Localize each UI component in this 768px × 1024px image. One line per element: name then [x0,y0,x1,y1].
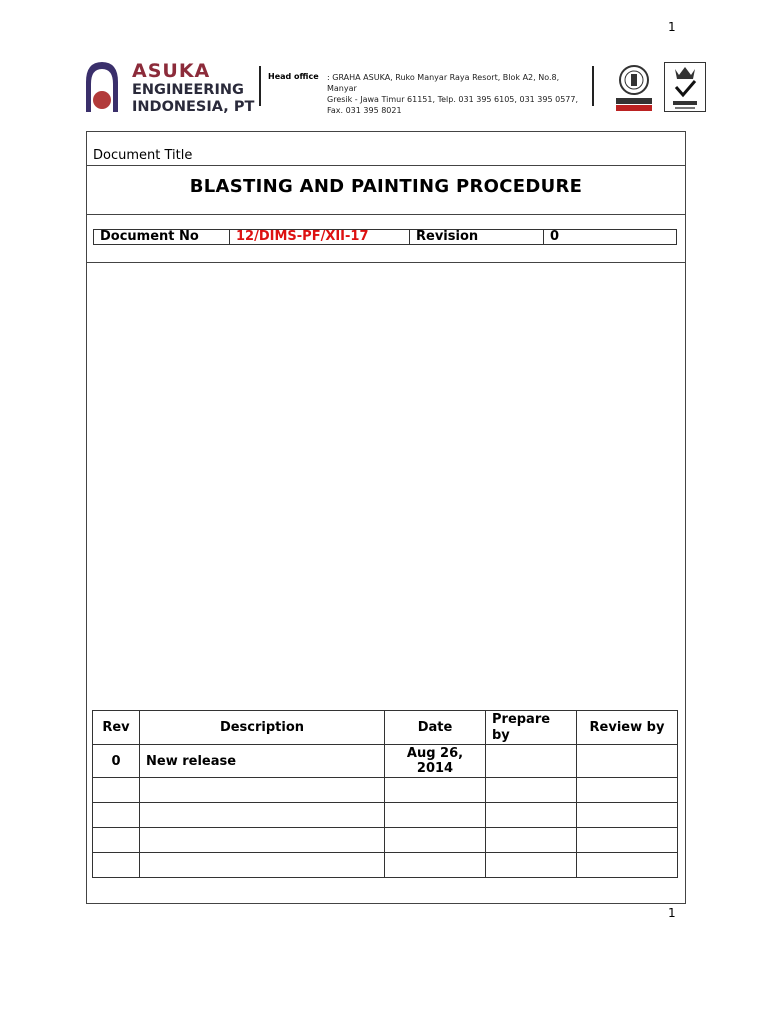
cell-description [140,828,385,853]
brand-indonesia: INDONESIA, PT [132,99,255,115]
cell-date [385,853,486,878]
company-name [132,60,254,116]
bureau-veritas-seal-icon [612,64,656,112]
cell-rev [93,853,140,878]
col-review-by: Review by [577,711,678,745]
col-description: Description [140,711,385,745]
cell-review-by [577,745,678,778]
cell-description [140,803,385,828]
document-number-row [93,229,677,245]
col-rev: Rev [93,711,140,745]
cell-prepare-by [486,778,577,803]
cell-prepare-by [486,745,577,778]
cell-prepare-by [486,803,577,828]
doc-no-label: Document No [94,230,230,244]
brand-asuka: ASUKA [132,60,211,82]
ukas-cert-icon [664,62,706,112]
cell-prepare-by [486,853,577,878]
table-row [93,853,678,878]
table-row [93,828,678,853]
divider [87,262,685,263]
col-date: Date [385,711,486,745]
header-divider [592,66,594,106]
revision-history-table [92,710,678,878]
cell-date [385,828,486,853]
document-frame [86,131,686,904]
revision-label: Revision [410,230,544,244]
page-number-bottom: 1 [668,906,676,920]
header-divider [259,66,261,106]
head-office-label: Head office [268,72,319,81]
cell-review-by [577,853,678,878]
cell-rev: 0 [93,745,140,778]
page-number-top: 1 [668,20,676,34]
cell-rev [93,828,140,853]
divider [87,165,685,166]
document-title: BLASTING AND PAINTING PROCEDURE [189,176,583,197]
company-logo [82,60,122,114]
cell-review-by [577,803,678,828]
table-header-row [93,711,678,745]
table-row [93,745,678,778]
cell-prepare-by [486,828,577,853]
cell-description [140,853,385,878]
col-prepare-by: Prepare by [486,711,577,745]
cell-description: New release [140,745,385,778]
table-row [93,778,678,803]
brand-engineering: ENGINEERING [132,82,244,98]
divider [87,214,685,215]
cell-rev [93,803,140,828]
doc-no-value: 12/DIMS-PF/XII-17 [230,230,410,244]
cell-rev [93,778,140,803]
revision-value: 0 [550,229,560,244]
cell-date [385,778,486,803]
document-title-label: Document Title [93,148,193,163]
cell-date: Aug 26, 2014 [385,745,486,778]
table-row [93,803,678,828]
head-office-address: : GRAHA ASUKA, Ruko Manyar Raya Resort, Blok A2, No.8, Manyar Gresik - Jawa Timur 61151, Telp. 031 395 6105, 031 395 0577, Fax. 031 395 8021 [327,73,579,115]
cell-date [385,803,486,828]
cell-description [140,778,385,803]
cell-review-by [577,828,678,853]
cell-review-by [577,778,678,803]
